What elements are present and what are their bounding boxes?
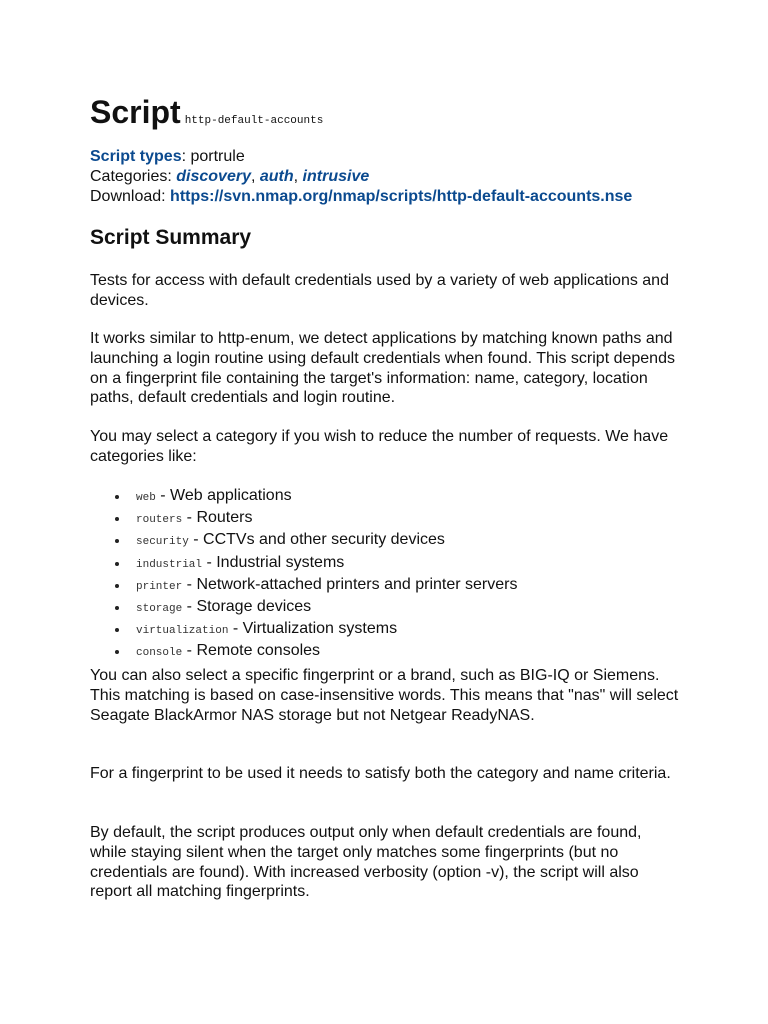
category-code: security <box>136 536 189 549</box>
separator: , <box>250 167 260 185</box>
script-metadata <box>90 147 680 206</box>
category-code: printer <box>136 580 183 593</box>
list-item <box>90 530 680 552</box>
list-item <box>90 597 680 619</box>
summary-paragraph: You may select a category if you wish to reduce the number of requests. We have categories like: <box>90 428 669 465</box>
category-desc: - Network-attached printers and printer servers <box>182 575 518 593</box>
category-desc: - Virtualization systems <box>228 620 398 638</box>
script-types-value: : portrule <box>181 148 245 165</box>
summary-paragraph: By default, the script produces output only when default credentials are found, while staying silent when the target only matches some fingerprints (but no credentials are found). With increased verbosity (option -v), the script will also report all matching fingerprints. <box>90 824 642 901</box>
category-desc: - Storage devices <box>182 598 312 616</box>
list-item <box>90 575 680 597</box>
category-code: storage <box>136 603 183 616</box>
list-item <box>90 553 680 575</box>
summary-paragraph: For a fingerprint to be used it needs to satisfy both the category and name criteria. <box>90 765 671 782</box>
download-link[interactable]: https://svn.nmap.org/nmap/scripts/http-default-accounts.nse <box>170 187 633 205</box>
category-code: industrial <box>136 558 203 571</box>
category-code: routers <box>136 514 183 527</box>
list-item <box>90 508 680 530</box>
download-label: Download: <box>90 187 171 205</box>
category-code: console <box>136 647 183 660</box>
categories-label: Categories: <box>90 167 177 185</box>
page-title <box>90 92 680 141</box>
category-link-discovery[interactable]: discovery <box>176 167 251 185</box>
category-desc: - Web applications <box>155 487 292 504</box>
summary-paragraph: You can also select a specific fingerprint or a brand, such as BIG-IQ or Siemens. This matching is based on case-insensitive words. This means that "nas" will select Seagate BlackArmor NAS storage but not Netgear ReadyNAS. <box>90 667 679 724</box>
title-text: Script <box>90 94 181 130</box>
category-link-intrusive[interactable]: intrusive <box>302 167 370 185</box>
summary-paragraph: Tests for access with default credentials used by a variety of web applications and devices. <box>90 272 669 309</box>
category-code: virtualization <box>136 625 229 638</box>
category-desc: - Industrial systems <box>202 553 345 571</box>
list-item <box>90 641 680 663</box>
category-desc: - Routers <box>182 509 253 527</box>
script-types-link[interactable]: Script types <box>90 148 182 165</box>
category-link-auth[interactable]: auth <box>259 167 294 185</box>
summary-paragraph: It works similar to http-enum, we detect applications by matching known paths and launching a login routine using default credentials when found. This script depends on a fingerprint file containing the target's information: name, category, location paths, default credentials and login routine. <box>90 330 675 407</box>
category-desc: - CCTVs and other security devices <box>188 531 445 549</box>
list-item <box>90 486 680 508</box>
category-code: web <box>136 492 156 504</box>
script-name: http-default-accounts <box>184 115 324 127</box>
category-desc: - Remote consoles <box>182 642 321 660</box>
category-list <box>90 486 680 664</box>
list-item <box>90 619 680 641</box>
section-heading-summary: Script Summary <box>90 226 252 249</box>
separator: , <box>293 167 303 185</box>
